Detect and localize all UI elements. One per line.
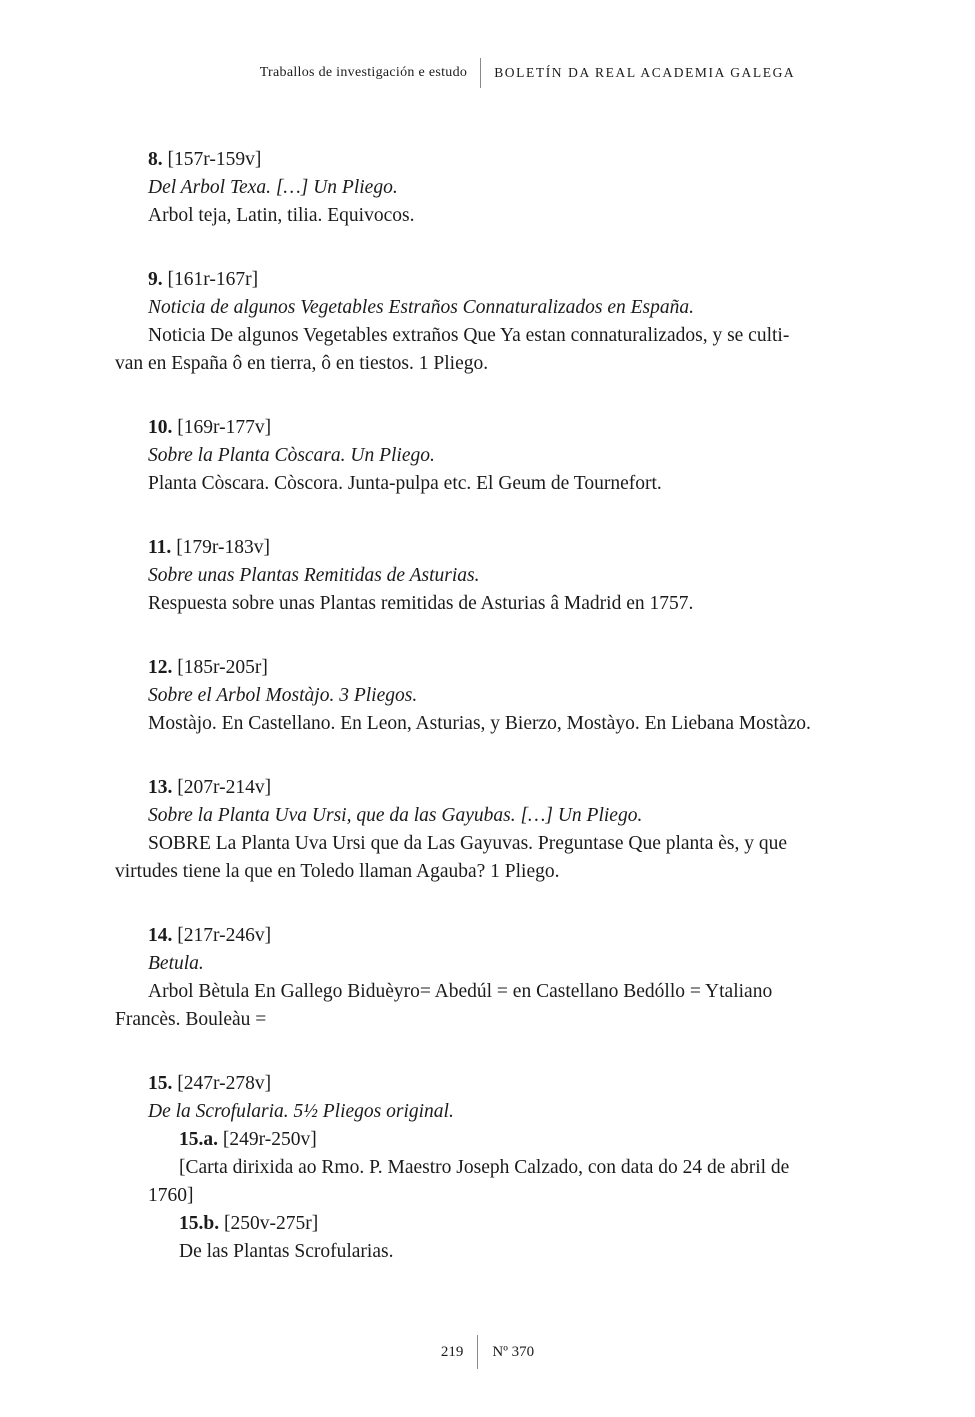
entry-body-line: van en España ô en tierra, ô en tiestos. 1 Pliego. (115, 353, 489, 374)
footer-divider (477, 1335, 478, 1369)
entry (115, 414, 863, 498)
entry-folios: [247r-278v] (177, 1073, 272, 1094)
header-divider (480, 58, 481, 88)
entry (115, 534, 863, 618)
entry-number: 8. (148, 149, 163, 170)
entry (115, 774, 863, 886)
subentry-number: 15.b. (179, 1213, 220, 1234)
entry-folios: [207r-214v] (177, 777, 272, 798)
entry-body-line: Arbol teja, Latin, tilia. Equivocos. (148, 205, 415, 226)
entry-body-line: virtudes tiene la que en Toledo llaman Agauba? 1 Pliego. (115, 861, 560, 882)
entry (115, 1070, 863, 1266)
subentry-body-line: De las Plantas Scrofularias. (179, 1241, 394, 1262)
entry-heading (115, 266, 863, 294)
header-journal-title: BOLETÍN DA REAL ACADEMIA GALEGA (494, 65, 796, 80)
entry-title: De la Scrofularia. 5½ Pliegos original. (148, 1101, 454, 1122)
subentry-heading (115, 1210, 863, 1238)
entry-folios: [179r-183v] (176, 537, 271, 558)
entry-number: 10. (148, 417, 173, 438)
subentry-folios: [250v-275r] (223, 1213, 319, 1234)
entry (115, 146, 863, 230)
entry-body-line: Francès. Bouleàu = (115, 1009, 267, 1030)
entry-heading (115, 414, 863, 442)
entry-folios: [217r-246v] (177, 925, 272, 946)
entry-heading (115, 774, 863, 802)
entry-number: 15. (148, 1073, 173, 1094)
entry-number: 13. (148, 777, 173, 798)
entry-number: 11. (148, 537, 172, 558)
entry-title: Sobre el Arbol Mostàjo. 3 Pliegos. (148, 685, 418, 706)
entry-title: Sobre la Planta Uva Ursi, que da las Gayubas. […] Un Pliego. (148, 805, 643, 826)
entry-heading (115, 1070, 863, 1098)
issue-number: Nº 370 (492, 1343, 535, 1360)
subentry-body-line: [Carta dirixida ao Rmo. P. Maestro Joseph Calzado, con data do 24 de abril de (179, 1157, 790, 1178)
entry-title: Del Arbol Texa. […] Un Pliego. (148, 177, 398, 198)
subentry-body-line: 1760] (148, 1185, 194, 1206)
entry-heading (115, 654, 863, 682)
page-number: 219 (440, 1343, 464, 1360)
subentry-heading (115, 1126, 863, 1154)
entry-folios: [157r-159v] (167, 149, 262, 170)
entry-title: Betula. (148, 953, 204, 974)
entries-list (115, 146, 863, 1266)
entry-title: Sobre unas Plantas Remitidas de Asturias. (148, 565, 480, 586)
entry-body-line: Arbol Bètula En Gallego Biduèyro= Abedúl = en Castellano Bedóllo = Ytaliano (148, 981, 773, 1002)
header-section-title: Traballos de investigación e estudo (259, 65, 468, 80)
entry-body-line: Respuesta sobre unas Plantas remitidas de Asturias â Madrid en 1757. (148, 593, 694, 614)
entry-heading (115, 922, 863, 950)
entry-heading (115, 534, 863, 562)
page-header (0, 58, 975, 88)
entry-number: 14. (148, 925, 173, 946)
subentry-number: 15.a. (179, 1129, 218, 1150)
entry-heading (115, 146, 863, 174)
subentry-folios: [249r-250v] (222, 1129, 317, 1150)
entry (115, 266, 863, 378)
entry-title: Sobre la Planta Còscara. Un Pliego. (148, 445, 435, 466)
entry-folios: [185r-205r] (177, 657, 268, 678)
page-footer (0, 1335, 975, 1369)
entry-folios: [169r-177v] (177, 417, 272, 438)
entry (115, 922, 863, 1034)
entry-folios: [161r-167r] (167, 269, 259, 290)
entry-number: 9. (148, 269, 163, 290)
entry-body-line: Noticia De algunos Vegetables extraños Que Ya estan connaturalizados, y se culti- (148, 325, 790, 346)
entry-title: Noticia de algunos Vegetables Estraños Connaturalizados en España. (148, 297, 694, 318)
entry (115, 654, 863, 738)
entry-body-line: SOBRE La Planta Uva Ursi que da Las Gayuvas. Preguntase Que planta ès, y que (148, 833, 788, 854)
entry-body-line: Mostàjo. En Castellano. En Leon, Asturias, y Bierzo, Mostàyo. En Liebana Mostàzo. (148, 713, 811, 734)
entry-number: 12. (148, 657, 173, 678)
entry-body-line: Planta Còscara. Còscora. Junta-pulpa etc. El Geum de Tournefort. (148, 473, 662, 494)
